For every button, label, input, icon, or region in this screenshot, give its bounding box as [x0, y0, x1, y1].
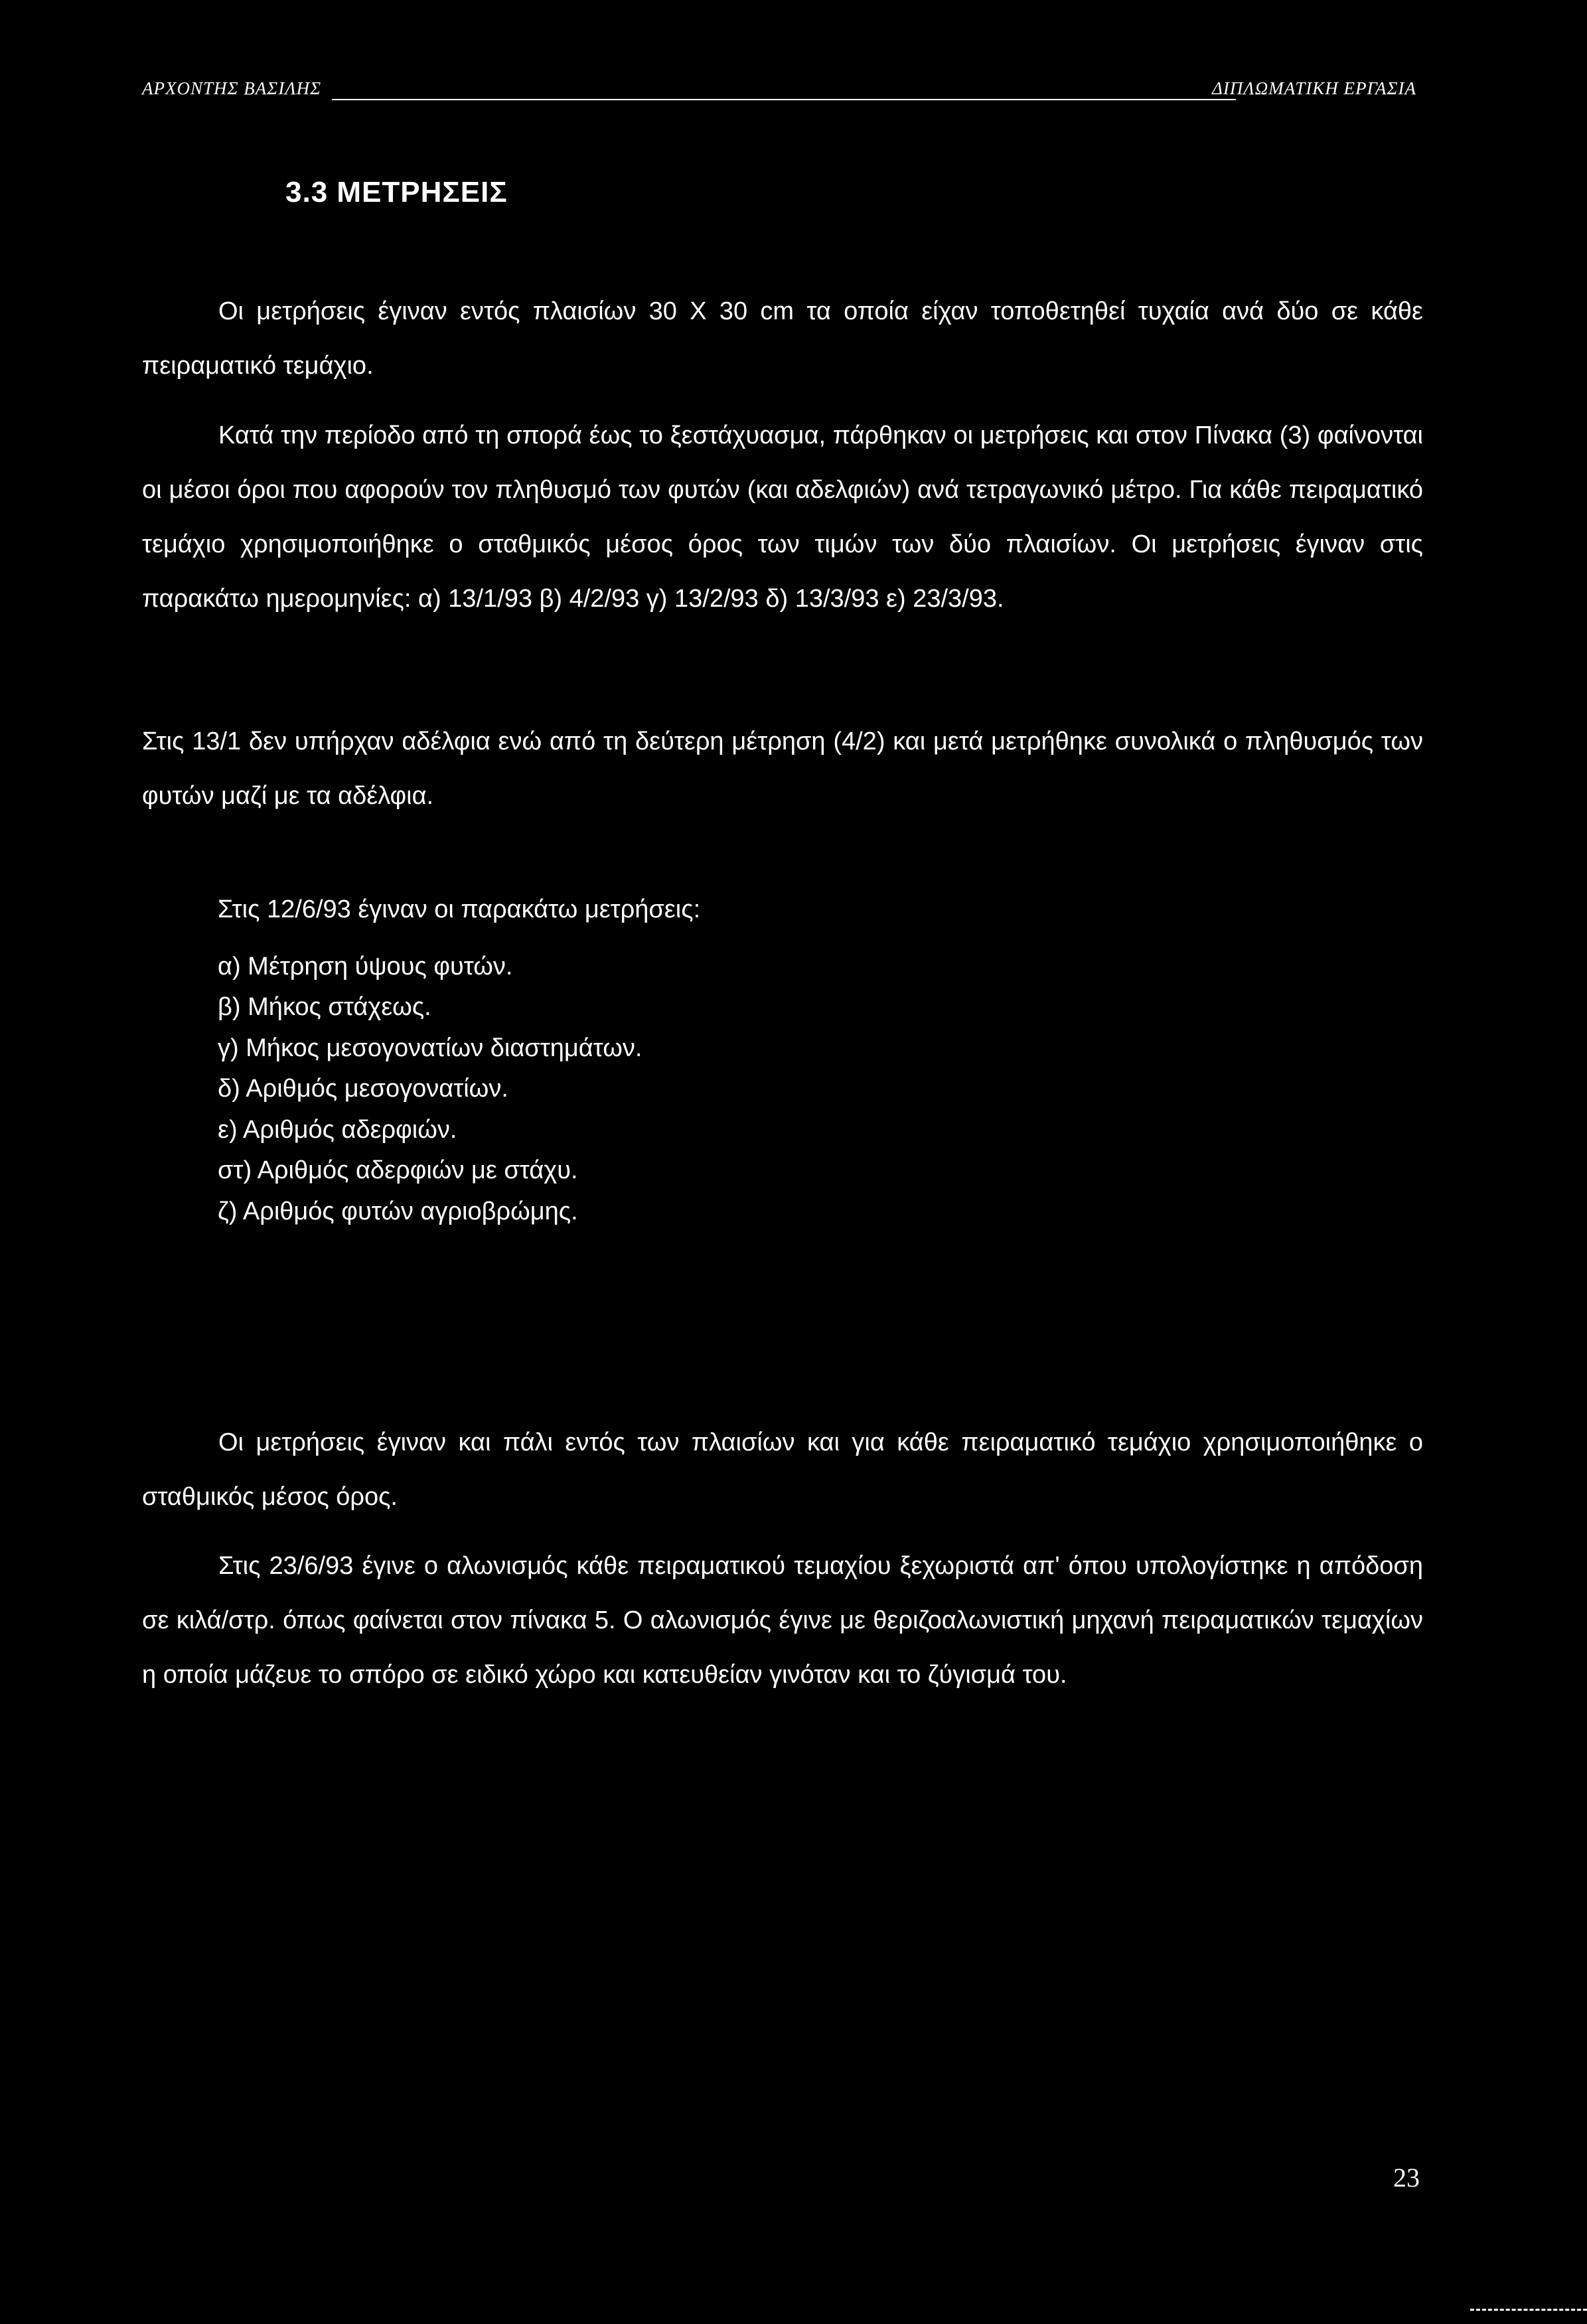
- scan-edge-marks: [1470, 2309, 1587, 2313]
- measurements-list: [218, 890, 700, 1232]
- header-rule: [332, 99, 1236, 100]
- list-item: ε) Αριθμός αδερφιών.: [218, 1115, 457, 1144]
- paragraph-text: Οι μετρήσεις έγιναν και πάλι εντός των πλαισίων και για κάθε πειραματικό τεμάχιο χρησιμοποιήθηκε ο σταθμικός μέσος όρος.: [142, 1429, 1423, 1511]
- list-item: γ) Μήκος μεσογονατίων διαστημάτων.: [218, 1034, 642, 1062]
- header-author: ΑΡΧΟΝΤΗΣ ΒΑΣΙΛΗΣ: [142, 78, 322, 98]
- paragraph-frames: [142, 284, 1423, 393]
- page-number: 23: [1393, 2163, 1420, 2193]
- list-item: στ) Αριθμός αδερφιών με στάχυ.: [218, 1156, 578, 1184]
- paragraph-text: Στις 13/1 δεν υπήρχαν αδέλφια ενώ από τη δεύτερη μέτρηση (4/2) και μετά μετρήθηκε συνολικά ο πληθυσμός των φυτών μαζί με τα αδέλφια.: [142, 728, 1423, 810]
- paragraph-text: Κατά την περίοδο από τη σπορά έως το ξεστάχυασμα, πάρθηκαν οι μετρήσεις και στον Πίνακα (3) φαίνονται οι μέσοι όροι που αφορούν τον πληθυσμό των φυτών (και αδελφιών) ανά τετραγωνικό μέτρο. Για κάθε πειραματικό τεμάχιο χρησιμοποιήθηκε ο σταθμικός μέσος όρος των τιμών των δύο πλαισίων. Οι μετρήσεις έγιναν στις παρακάτω ημερομηνίες: α) 13/1/93 β) 4/2/93 γ) 13/2/93 δ) 13/3/93 ε) 23/3/93.: [142, 422, 1423, 613]
- paragraph-tillers: [142, 714, 1423, 823]
- header-document-type: ΔΙΠΛΩΜΑΤΙΚΗ ΕΡΓΑΣΙΑ: [1212, 78, 1416, 98]
- list-item: α) Μέτρηση ύψους φυτών.: [218, 952, 513, 980]
- paragraph-text: Οι μετρήσεις έγιναν εντός πλαισίων 30 Χ 30 cm τα οποία είχαν τοποθετηθεί τυχαία ανά δύο σε κάθε πειραματικό τεμάχιο.: [142, 297, 1423, 380]
- paragraph-weighted-mean: [142, 1415, 1423, 1524]
- paragraph-text: Στις 23/6/93 έγινε ο αλωνισμός κάθε πειραματικού τεμαχίου ξεχωριστά απ' όπου υπολογίστηκε η απόδοση σε κιλά/στρ. όπως φαίνεται στον πίνακα 5. Ο αλωνισμός έγινε με θεριζοαλωνιστική μηχανή πειραματικών τεμαχίων η οποία μάζευε το σπόρο σε ειδικό χώρο και κατευθείαν γινόταν και το ζύγισμά του.: [142, 1552, 1423, 1689]
- page-header: [142, 78, 1416, 116]
- list-item: δ) Αριθμός μεσογονατίων.: [218, 1075, 508, 1103]
- measurements-intro: Στις 12/6/93 έγιναν οι παρακάτω μετρήσεις:: [218, 895, 701, 923]
- list-item: ζ) Αριθμός φυτών αγριοβρώμης.: [218, 1197, 578, 1225]
- paragraph-threshing: [142, 1539, 1423, 1702]
- list-item: β) Μήκος στάχεως.: [218, 993, 431, 1021]
- section-title: 3.3 ΜΕΤΡΗΣΕΙΣ: [285, 176, 508, 208]
- paragraph-measurement-period: [142, 408, 1423, 626]
